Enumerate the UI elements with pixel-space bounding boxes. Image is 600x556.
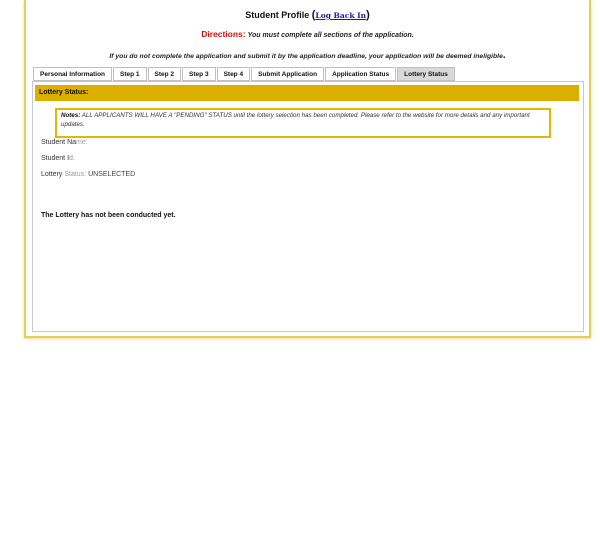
lottery-status-heading: Lottery Status: [35, 85, 579, 101]
deadline-warning-period: . [502, 50, 506, 61]
lottery-status-field [41, 171, 135, 178]
page-title [26, 9, 589, 21]
directions [26, 29, 589, 39]
directions-label: Directions: [201, 29, 246, 39]
tab-submit-application[interactable]: Submit Application [251, 67, 324, 81]
deadline-warning [26, 50, 589, 61]
student-name-label: Student Na [41, 139, 77, 146]
notes-text: ALL APPLICANTS WILL HAVE A "PENDING" STATUS until the lottery selection has been completed. Please refer to the website for more details and any important updates. [61, 112, 530, 128]
tab-lottery-status[interactable]: Lottery Status [397, 67, 455, 81]
tab-step-4[interactable]: Step 4 [217, 67, 251, 81]
student-id-label-tail: d: [69, 155, 75, 162]
tab-step-2[interactable]: Step 2 [148, 67, 182, 81]
tab-personal-information[interactable]: Personal Information [33, 67, 112, 81]
student-name-label-tail: me: [76, 139, 88, 146]
notes-box [55, 108, 551, 138]
lottery-status-panel [32, 81, 584, 332]
student-name-field [41, 139, 88, 146]
paren-open: ( [311, 9, 316, 21]
lottery-status-value: UNSELECTED [88, 171, 136, 178]
directions-text: You must complete all sections of the application. [247, 32, 414, 39]
lottery-status-label: Lottery [41, 171, 65, 178]
deadline-warning-text: If you do not complete the application and submit it by the application deadline, your application will be deemed ineligible [109, 53, 503, 60]
tab-step-3[interactable]: Step 3 [182, 67, 216, 81]
lottery-status-label-tail: Status: [64, 171, 87, 178]
log-back-in-link[interactable]: Log Back In [315, 11, 367, 20]
student-id-label: Student I [41, 155, 70, 162]
lottery-not-conducted-message: The Lottery has not been conducted yet. [41, 212, 176, 219]
student-id-field [41, 155, 75, 162]
page-title-text: Student Profile [245, 10, 310, 20]
tab-application-status[interactable]: Application Status [325, 67, 396, 81]
profile-card [24, 0, 591, 338]
tab-bar [33, 67, 456, 81]
paren-close: ) [366, 9, 370, 21]
tab-step-1[interactable]: Step 1 [113, 67, 147, 81]
notes-label: Notes: [61, 112, 81, 119]
